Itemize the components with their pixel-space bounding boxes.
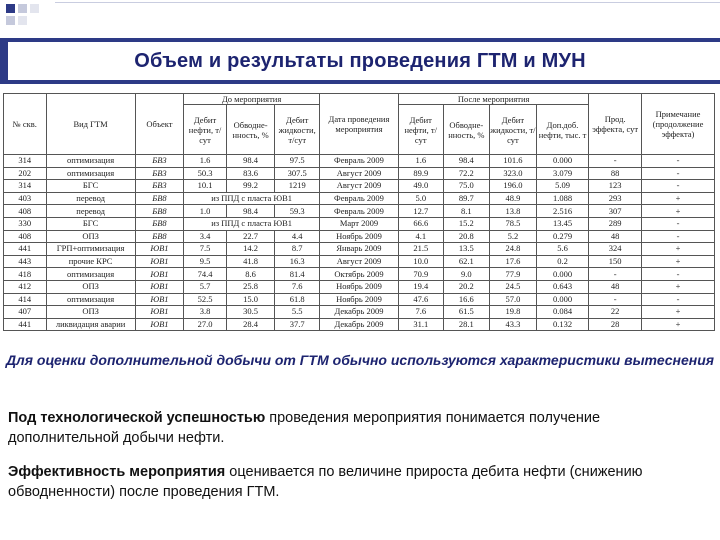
cell-duration: 88 (589, 167, 642, 180)
cell-debit-liquid-before: 61.8 (275, 293, 320, 306)
cell-debit-oil-after: 49.0 (398, 180, 443, 193)
cell-duration: 289 (589, 217, 642, 230)
cell-watercut-after: 16.6 (443, 293, 490, 306)
cell-date: Август 2009 (319, 180, 398, 193)
cell-date: Февраль 2009 (319, 192, 398, 205)
cell-duration: 28 (589, 318, 642, 331)
cell-duration: 48 (589, 230, 642, 243)
cell-date: Октябрь 2009 (319, 268, 398, 281)
cell-debit-oil-after: 7.6 (398, 306, 443, 319)
cell-debit-liquid-before: 7.6 (275, 280, 320, 293)
highlight-note: Для оценки дополнительной добычи от ГТМ обычно используются характеристики вытеснения (5, 352, 715, 368)
cell-object: БВ3 (135, 180, 184, 193)
table-row (4, 180, 715, 193)
cell-object: ЮВ1 (135, 243, 184, 256)
cell-duration: 150 (589, 255, 642, 268)
cell-gtm-type: перевод (46, 192, 135, 205)
cell-date: Февраль 2009 (319, 205, 398, 218)
cell-object: БВ8 (135, 205, 184, 218)
cell-extra-oil: 0.132 (536, 318, 589, 331)
cell-date: Август 2009 (319, 255, 398, 268)
header-note: Примечание (продолжение эффекта) (642, 94, 715, 155)
header-well: № скв. (4, 94, 47, 155)
paragraph-success-bold: Под технологической успешностью (8, 410, 266, 426)
header-object: Объект (135, 94, 184, 155)
header-watercut-after: Обводне-нность, % (443, 105, 490, 155)
cell-object: БВ3 (135, 155, 184, 168)
cell-watercut-before: 98.4 (226, 205, 275, 218)
cell-object: БВ8 (135, 192, 184, 205)
cell-debit-liquid-after: 48.9 (490, 192, 537, 205)
cell-debit-liquid-after: 43.3 (490, 318, 537, 331)
table-row (4, 217, 715, 230)
slide-title: Объем и результаты проведения ГТМ и МУН (134, 50, 586, 72)
cell-debit-liquid-before: 97.5 (275, 155, 320, 168)
cell-watercut-after: 72.2 (443, 167, 490, 180)
cell-duration: - (589, 155, 642, 168)
cell-gtm-type: оптимизация (46, 155, 135, 168)
cell-note: - (642, 293, 715, 306)
cell-well: 441 (4, 318, 47, 331)
table-row (4, 155, 715, 168)
cell-duration: 22 (589, 306, 642, 319)
paragraph-efficiency-text: оценивается по величине прироста дебита нефти (снижению обводненности) после проведения ГТМ. (8, 464, 643, 500)
cell-watercut-after: 61.5 (443, 306, 490, 319)
header-debit-liquid-after: Дебит жидкости, т/сут (490, 105, 537, 155)
cell-duration: 123 (589, 180, 642, 193)
header-date: Дата проведения мероприятия (319, 94, 398, 155)
cell-note: + (642, 192, 715, 205)
cell-note: - (642, 180, 715, 193)
cell-date: Январь 2009 (319, 243, 398, 256)
cell-debit-liquid-after: 24.8 (490, 243, 537, 256)
cell-debit-liquid-after: 78.5 (490, 217, 537, 230)
cell-duration: - (589, 268, 642, 281)
table-row (4, 280, 715, 293)
header-group-after: После мероприятия (398, 94, 588, 105)
cell-watercut-after: 75.0 (443, 180, 490, 193)
cell-watercut-after: 20.8 (443, 230, 490, 243)
cell-duration: 324 (589, 243, 642, 256)
cell-well: 418 (4, 268, 47, 281)
cell-gtm-type: оптимизация (46, 293, 135, 306)
cell-object: ЮВ1 (135, 255, 184, 268)
header-extra-oil: Доп.доб. нефти, тыс. т (536, 105, 589, 155)
cell-debit-oil-before: 10.1 (184, 180, 227, 193)
table-row (4, 318, 715, 331)
cell-note: - (642, 230, 715, 243)
cell-debit-oil-before: 9.5 (184, 255, 227, 268)
cell-extra-oil: 0.000 (536, 268, 589, 281)
cell-note: + (642, 205, 715, 218)
cell-debit-liquid-after: 323.0 (490, 167, 537, 180)
cell-debit-oil-before: 3.4 (184, 230, 227, 243)
cell-note: + (642, 318, 715, 331)
cell-gtm-type: ОПЗ (46, 306, 135, 319)
table-row (4, 306, 715, 319)
cell-gtm-type: ГРП+оптимизация (46, 243, 135, 256)
table-row (4, 230, 715, 243)
paragraph-success-text: проведения мероприятия понимается получение дополнительной добычи нефти. (8, 410, 601, 446)
cell-debit-oil-after: 5.0 (398, 192, 443, 205)
cell-debit-oil-after: 4.1 (398, 230, 443, 243)
cell-duration: 48 (589, 280, 642, 293)
cell-well: 408 (4, 230, 47, 243)
cell-debit-oil-after: 89.9 (398, 167, 443, 180)
cell-watercut-before: 99.2 (226, 180, 275, 193)
cell-extra-oil: 0.2 (536, 255, 589, 268)
cell-debit-liquid-after: 24.5 (490, 280, 537, 293)
cell-watercut-before: 25.8 (226, 280, 275, 293)
header-watercut-before: Обводне-нность, % (226, 105, 275, 155)
header-debit-oil-before: Дебит нефти, т/сут (184, 105, 227, 155)
cell-well: 443 (4, 255, 47, 268)
cell-debit-liquid-after: 13.8 (490, 205, 537, 218)
cell-date: Декабрь 2009 (319, 306, 398, 319)
cell-well: 330 (4, 217, 47, 230)
cell-well: 407 (4, 306, 47, 319)
cell-extra-oil: 13.45 (536, 217, 589, 230)
cell-debit-liquid-before: 307.5 (275, 167, 320, 180)
cell-gtm-type: перевод (46, 205, 135, 218)
cell-note: - (642, 167, 715, 180)
cell-date: Декабрь 2009 (319, 318, 398, 331)
cell-debit-oil-before: 5.7 (184, 280, 227, 293)
cell-debit-liquid-after: 101.6 (490, 155, 537, 168)
cell-note: - (642, 268, 715, 281)
cell-watercut-before: 22.7 (226, 230, 275, 243)
cell-gtm-type: ликвидация аварии (46, 318, 135, 331)
cell-extra-oil: 0.000 (536, 293, 589, 306)
header-debit-liquid-before: Дебит жидкости, т/сут (275, 105, 320, 155)
cell-duration: 293 (589, 192, 642, 205)
cell-debit-liquid-before: 4.4 (275, 230, 320, 243)
header-duration: Прод. эффекта, сут (589, 94, 642, 155)
cell-debit-oil-after: 70.9 (398, 268, 443, 281)
table-row (4, 167, 715, 180)
cell-extra-oil: 5.6 (536, 243, 589, 256)
cell-extra-oil: 3.079 (536, 167, 589, 180)
table-body (4, 155, 715, 331)
cell-note: + (642, 243, 715, 256)
cell-watercut-after: 98.4 (443, 155, 490, 168)
cell-extra-oil: 0.084 (536, 306, 589, 319)
paragraph-efficiency-bold: Эффективность мероприятия (8, 464, 226, 480)
cell-debit-oil-after: 12.7 (398, 205, 443, 218)
cell-debit-liquid-before: 59.3 (275, 205, 320, 218)
cell-debit-oil-before: 1.0 (184, 205, 227, 218)
table-row (4, 192, 715, 205)
cell-debit-liquid-after: 196.0 (490, 180, 537, 193)
paragraph-success (8, 408, 708, 448)
header-group-before: До мероприятия (184, 94, 320, 105)
cell-duration: - (589, 293, 642, 306)
cell-well: 314 (4, 180, 47, 193)
table-row (4, 205, 715, 218)
cell-well: 412 (4, 280, 47, 293)
cell-duration: 307 (589, 205, 642, 218)
table-row (4, 268, 715, 281)
table-row (4, 255, 715, 268)
cell-debit-oil-after: 10.0 (398, 255, 443, 268)
cell-object: ЮВ1 (135, 293, 184, 306)
cell-watercut-before: 98.4 (226, 155, 275, 168)
cell-debit-oil-before: 7.5 (184, 243, 227, 256)
cell-extra-oil: 0.279 (536, 230, 589, 243)
cell-debit-liquid-after: 17.6 (490, 255, 537, 268)
cell-debit-oil-after: 19.4 (398, 280, 443, 293)
cell-gtm-type: прочие КРС (46, 255, 135, 268)
cell-debit-liquid-before: 81.4 (275, 268, 320, 281)
decorative-squares-icon (0, 0, 60, 36)
cell-gtm-type: ОПЗ (46, 280, 135, 293)
cell-debit-liquid-after: 77.9 (490, 268, 537, 281)
cell-debit-liquid-after: 19.8 (490, 306, 537, 319)
cell-watercut-before: 28.4 (226, 318, 275, 331)
cell-object: ЮВ1 (135, 280, 184, 293)
cell-object: ЮВ1 (135, 306, 184, 319)
cell-well: 403 (4, 192, 47, 205)
cell-debit-oil-before: 3.8 (184, 306, 227, 319)
cell-watercut-after: 9.0 (443, 268, 490, 281)
gtm-results-table (3, 93, 715, 331)
cell-debit-oil-before: из ППД с пласта ЮВ1 (184, 192, 320, 205)
cell-debit-oil-before: 52.5 (184, 293, 227, 306)
cell-watercut-after: 62.1 (443, 255, 490, 268)
cell-date: Март 2009 (319, 217, 398, 230)
cell-extra-oil: 5.09 (536, 180, 589, 193)
cell-watercut-before: 8.6 (226, 268, 275, 281)
cell-debit-oil-before: 27.0 (184, 318, 227, 331)
cell-extra-oil: 2.516 (536, 205, 589, 218)
cell-well: 414 (4, 293, 47, 306)
paragraph-efficiency (8, 462, 708, 502)
cell-watercut-before: 30.5 (226, 306, 275, 319)
cell-debit-liquid-before: 5.5 (275, 306, 320, 319)
cell-debit-oil-before: 74.4 (184, 268, 227, 281)
cell-debit-oil-after: 21.5 (398, 243, 443, 256)
cell-watercut-after: 13.5 (443, 243, 490, 256)
cell-date: Февраль 2009 (319, 155, 398, 168)
cell-debit-oil-after: 47.6 (398, 293, 443, 306)
cell-object: БВ8 (135, 230, 184, 243)
cell-watercut-after: 8.1 (443, 205, 490, 218)
cell-debit-liquid-before: 8.7 (275, 243, 320, 256)
cell-date: Август 2009 (319, 167, 398, 180)
cell-watercut-after: 89.7 (443, 192, 490, 205)
cell-note: + (642, 306, 715, 319)
cell-watercut-after: 20.2 (443, 280, 490, 293)
cell-note: - (642, 155, 715, 168)
cell-debit-liquid-after: 5.2 (490, 230, 537, 243)
cell-watercut-before: 14.2 (226, 243, 275, 256)
cell-debit-oil-after: 66.6 (398, 217, 443, 230)
cell-debit-liquid-after: 57.0 (490, 293, 537, 306)
cell-watercut-after: 28.1 (443, 318, 490, 331)
cell-gtm-type: БГС (46, 217, 135, 230)
cell-object: ЮВ1 (135, 268, 184, 281)
cell-gtm-type: оптимизация (46, 268, 135, 281)
cell-debit-oil-after: 1.6 (398, 155, 443, 168)
cell-well: 202 (4, 167, 47, 180)
cell-well: 441 (4, 243, 47, 256)
cell-well: 314 (4, 155, 47, 168)
cell-date: Ноябрь 2009 (319, 280, 398, 293)
cell-watercut-before: 15.0 (226, 293, 275, 306)
cell-note: - (642, 217, 715, 230)
table-row (4, 293, 715, 306)
cell-object: БВ8 (135, 217, 184, 230)
cell-gtm-type: оптимизация (46, 167, 135, 180)
cell-extra-oil: 0.643 (536, 280, 589, 293)
cell-well: 408 (4, 205, 47, 218)
cell-object: ЮВ1 (135, 318, 184, 331)
table-row (4, 243, 715, 256)
cell-extra-oil: 1.088 (536, 192, 589, 205)
header-gtm-type: Вид ГТМ (46, 94, 135, 155)
cell-debit-oil-before: из ППД с пласта ЮВ1 (184, 217, 320, 230)
cell-debit-liquid-before: 37.7 (275, 318, 320, 331)
cell-watercut-after: 15.2 (443, 217, 490, 230)
cell-note: + (642, 255, 715, 268)
cell-debit-liquid-before: 1219 (275, 180, 320, 193)
decorative-line (55, 2, 720, 3)
cell-debit-oil-before: 1.6 (184, 155, 227, 168)
cell-debit-liquid-before: 16.3 (275, 255, 320, 268)
cell-gtm-type: ОПЗ (46, 230, 135, 243)
cell-note: + (642, 280, 715, 293)
cell-debit-oil-after: 31.1 (398, 318, 443, 331)
cell-extra-oil: 0.000 (536, 155, 589, 168)
gtm-results-table-wrap (3, 93, 715, 351)
cell-debit-oil-before: 50.3 (184, 167, 227, 180)
cell-watercut-before: 83.6 (226, 167, 275, 180)
header-debit-oil-after: Дебит нефти, т/сут (398, 105, 443, 155)
cell-object: БВ3 (135, 167, 184, 180)
cell-date: Ноябрь 2009 (319, 230, 398, 243)
cell-watercut-before: 41.8 (226, 255, 275, 268)
cell-date: Ноябрь 2009 (319, 293, 398, 306)
cell-gtm-type: БГС (46, 180, 135, 193)
